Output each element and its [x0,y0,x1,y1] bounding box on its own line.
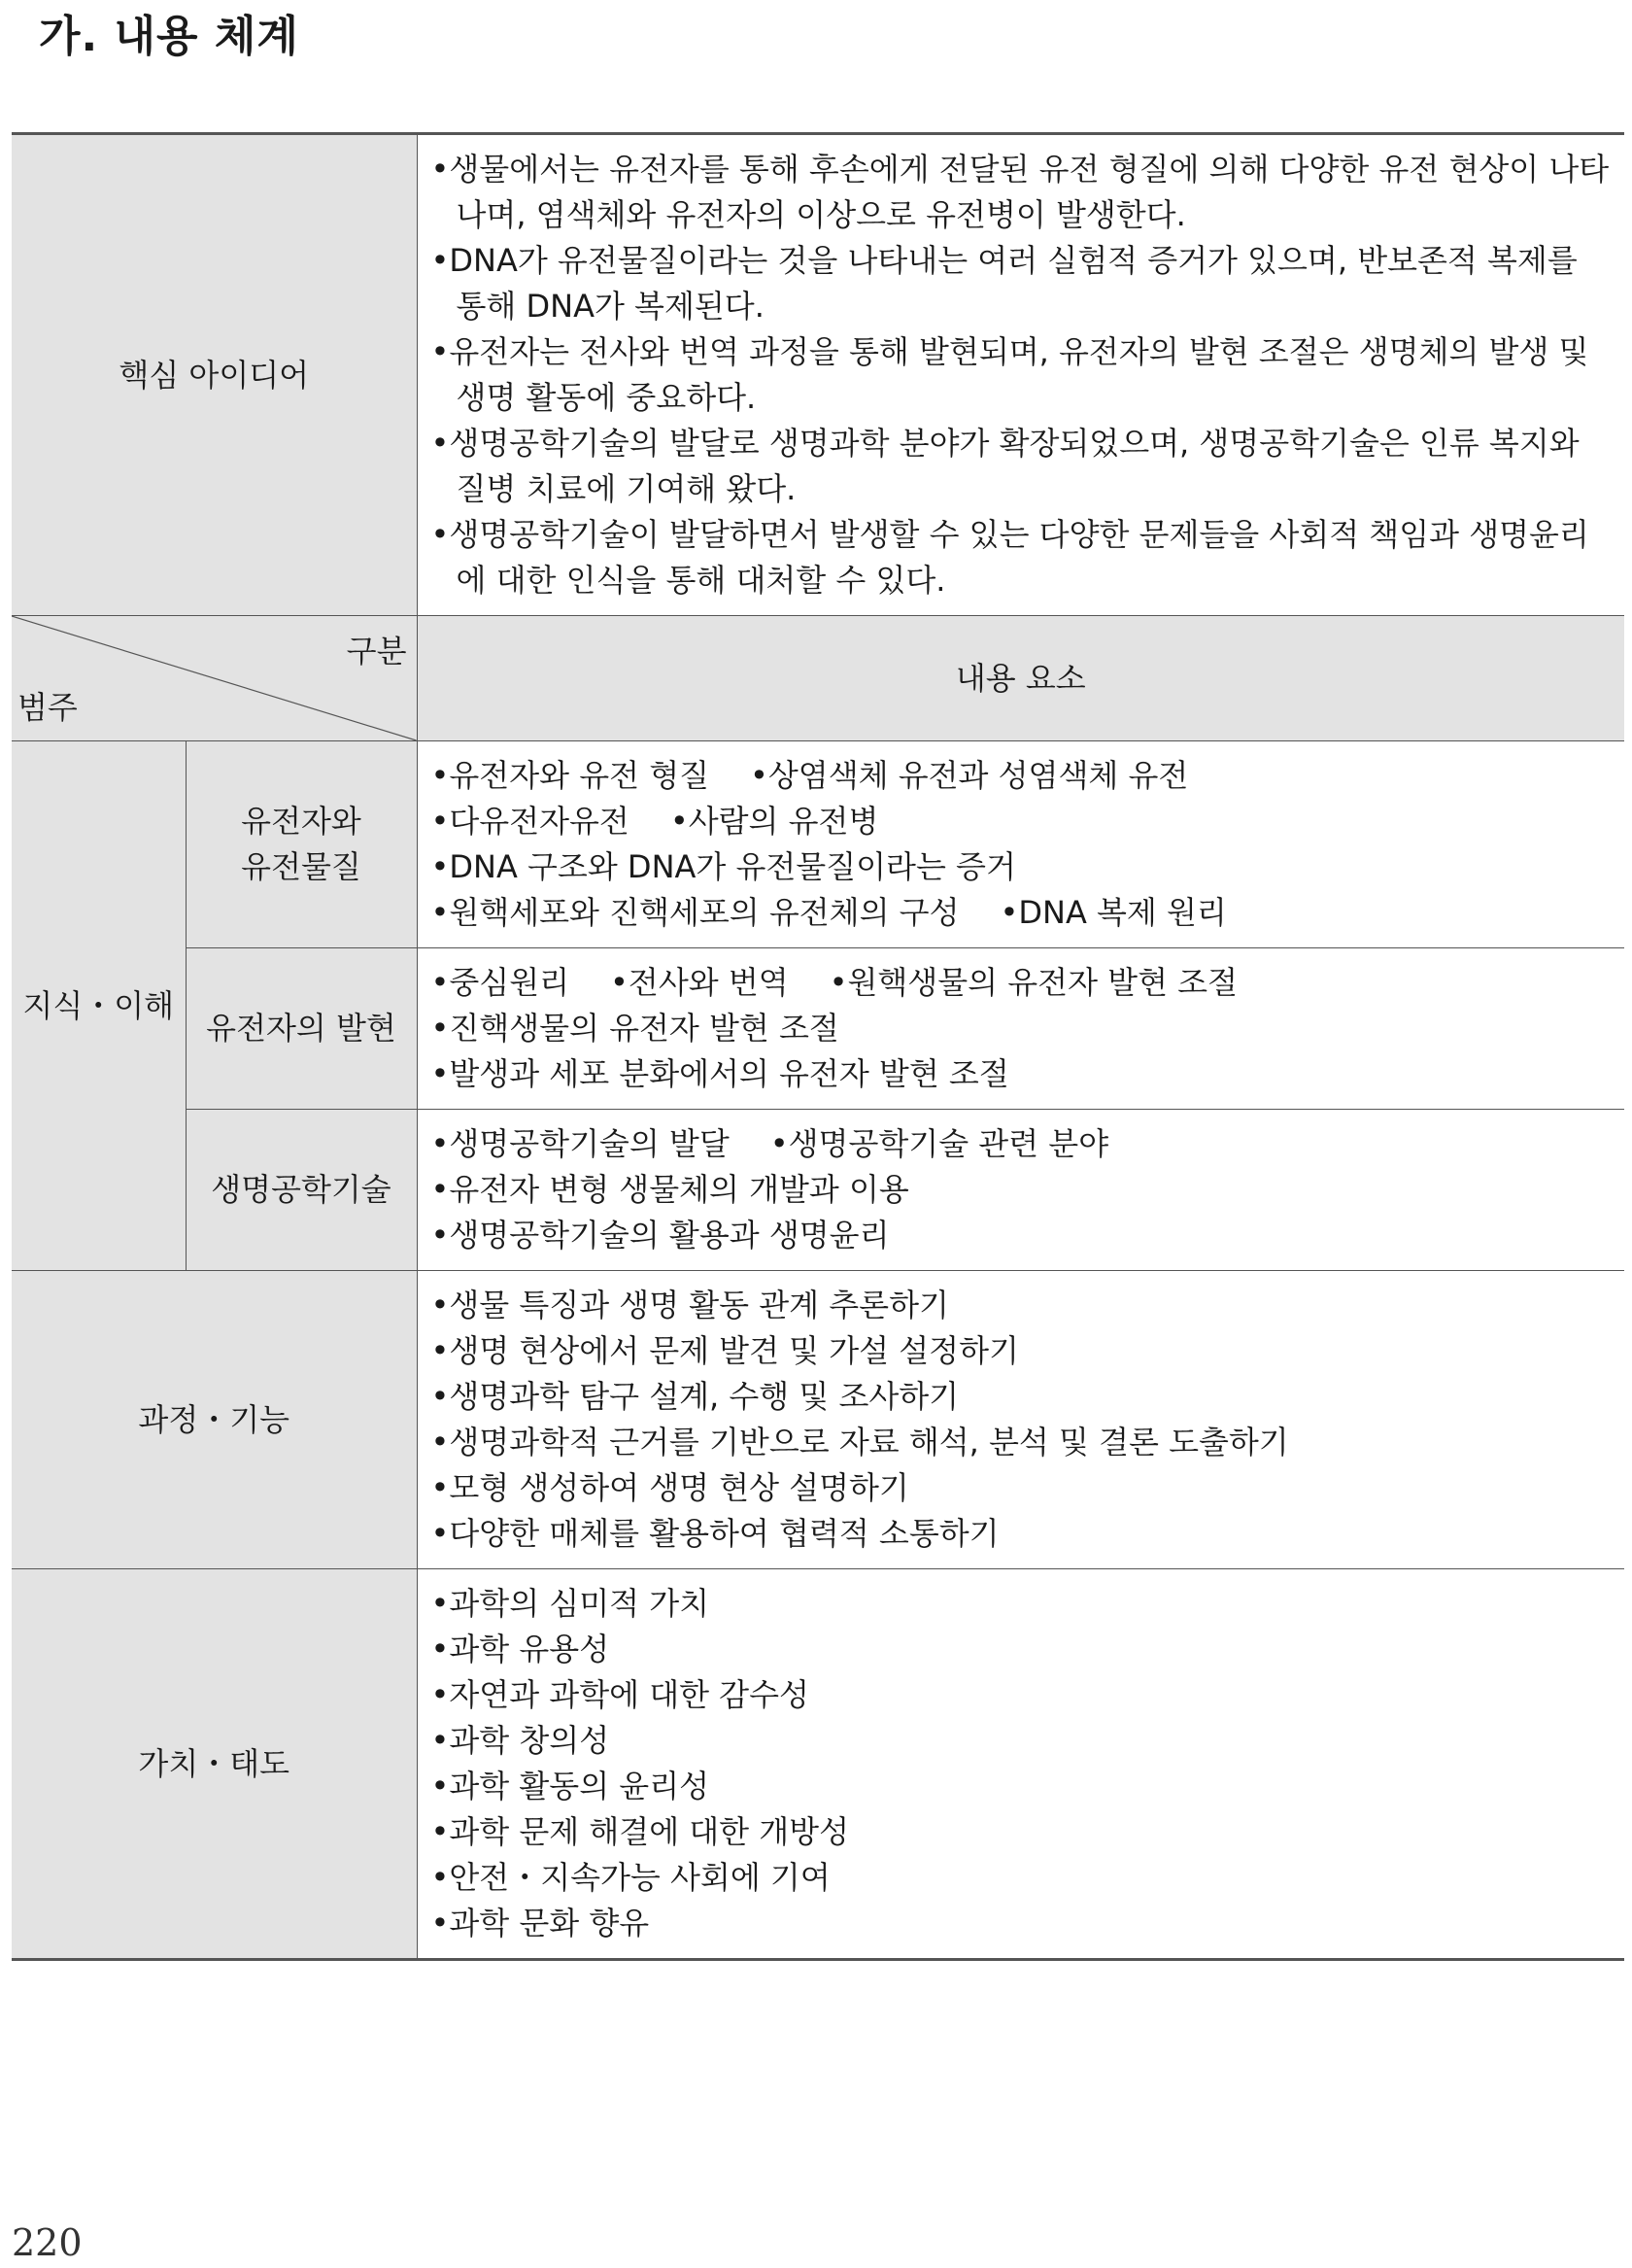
content-element: •사람의 유전병 [669,803,879,840]
list-item: •DNA가 유전물질이라는 것을 나타내는 여러 실험적 증거가 있으며, 반보존적 복제를 통해 DNA가 복제된다. [430,242,1578,325]
list-item: •생명과학적 근거를 기반으로 자료 해석, 분석 및 결론 도출하기 [430,1424,1289,1460]
content-element: •생명공학기술 관련 분야 [769,1125,1109,1162]
gene-expression-list [418,948,1625,1109]
subcategory-genes-material [186,741,417,948]
core-idea-row [12,134,1624,616]
knowledge-row-expression [12,948,1624,1110]
genes-material-list [418,741,1625,947]
list-item [431,1121,1615,1167]
page-number: 220 [12,2221,83,2264]
core-idea-label: 핵심 아이디어 [12,134,417,616]
list-item: •과학 활동의 윤리성 [430,1768,710,1804]
values-row [12,1569,1624,1960]
list-item [431,1051,1615,1097]
header-row [12,616,1624,741]
subcategory-biotechnology: 생명공학기술 [186,1110,417,1271]
list-item [431,1167,1615,1213]
content-element: •상염색체 유전과 성염색체 유전 [750,757,1189,794]
biotechnology-content [417,1110,1624,1271]
header-division-label: 구분 [346,633,407,670]
list-item: •과학 창의성 [430,1722,610,1759]
content-element: •다유전자유전 [430,803,629,840]
core-idea-list [418,135,1625,615]
content-element: •유전자와 유전 형질 [430,757,710,794]
list-item: •생물 특징과 생명 활동 관계 추론하기 [430,1287,949,1323]
header-category-label: 범주 [17,689,78,726]
list-item [431,960,1615,1006]
content-elements-header: 내용 요소 [417,616,1624,741]
content-element: •생명공학기술의 발달 [430,1125,730,1162]
list-item [431,753,1615,799]
process-category-label: 과정・기능 [12,1271,417,1569]
content-element: •전사와 번역 [610,964,789,1001]
process-row [12,1271,1624,1569]
section-title: 가. 내용 체계 [39,12,299,61]
subcategory-gene-expression: 유전자의 발현 [186,948,417,1110]
content-element: •DNA 구조와 DNA가 유전물질이라는 증거 [430,848,1016,885]
list-item: •과학의 심미적 가치 [430,1585,710,1622]
list-item [431,844,1615,890]
values-list [418,1569,1625,1958]
list-item: •과학 문화 향유 [430,1905,650,1942]
content-element: •DNA 복제 원리 [1000,894,1227,931]
knowledge-row-biotech [12,1110,1624,1271]
gene-expression-content [417,948,1624,1110]
list-item [431,1213,1615,1258]
list-item: •생명공학기술의 발달로 생명과학 분야가 확장되었으며, 생명공학기술은 인류 복지와 질병 치료에 기여해 왔다. [430,425,1580,507]
subcategory-label-line: 유전물질 [241,848,361,885]
list-item [431,799,1615,844]
list-item: •자연과 과학에 대한 감수성 [430,1676,809,1713]
process-list [418,1271,1625,1568]
list-item: •생명공학기술이 발달하면서 발생할 수 있는 다양한 문제들을 사회적 책임과 생명윤리에 대한 인식을 통해 대처할 수 있다. [430,516,1589,599]
list-item: •안전・지속가능 사회에 기여 [430,1859,831,1896]
list-item: •과학 문제 해결에 대한 개방성 [430,1813,850,1850]
list-item: •생명 현상에서 문제 발견 및 가설 설정하기 [430,1332,1019,1369]
list-item: •모형 생성하여 생명 현상 설명하기 [430,1469,909,1506]
knowledge-row-genes [12,741,1624,948]
list-item: •생명과학 탐구 설계, 수행 및 조사하기 [430,1378,960,1415]
list-item: •과학 유용성 [430,1631,610,1667]
process-content [417,1271,1624,1569]
list-item [431,1006,1615,1051]
list-item: •다양한 매체를 활용하여 협력적 소통하기 [430,1515,1000,1552]
biotechnology-list [418,1110,1625,1270]
content-system-table [12,132,1624,1961]
genes-material-content [417,741,1624,948]
knowledge-category-label: 지식・이해 [12,741,186,1271]
values-content [417,1569,1624,1960]
list-item [431,890,1615,936]
subcategory-label-line: 유전자와 [241,803,361,840]
list-item: •생물에서는 유전자를 통해 후손에게 전달된 유전 형질에 의해 다양한 유전 현상이 나타나며, 염색체와 유전자의 이상으로 유전병이 발생한다. [430,151,1610,233]
content-element: •중심원리 [430,964,570,1001]
list-item: •유전자는 전사와 번역 과정을 통해 발현되며, 유전자의 발현 조절은 생명체의 발생 및 생명 활동에 중요하다. [430,333,1589,416]
content-element: •원핵생물의 유전자 발현 조절 [829,964,1238,1001]
content-element: •진핵생물의 유전자 발현 조절 [430,1010,839,1047]
content-element: •원핵세포와 진핵세포의 유전체의 구성 [430,894,960,931]
core-idea-content [417,134,1624,616]
content-element: •생명공학기술의 활용과 생명윤리 [430,1217,890,1254]
values-category-label: 가치・태도 [12,1569,417,1960]
diagonal-header-cell [12,616,417,741]
content-element: •발생과 세포 분화에서의 유전자 발현 조절 [430,1055,1009,1092]
content-element: •유전자 변형 생물체의 개발과 이용 [430,1171,909,1208]
